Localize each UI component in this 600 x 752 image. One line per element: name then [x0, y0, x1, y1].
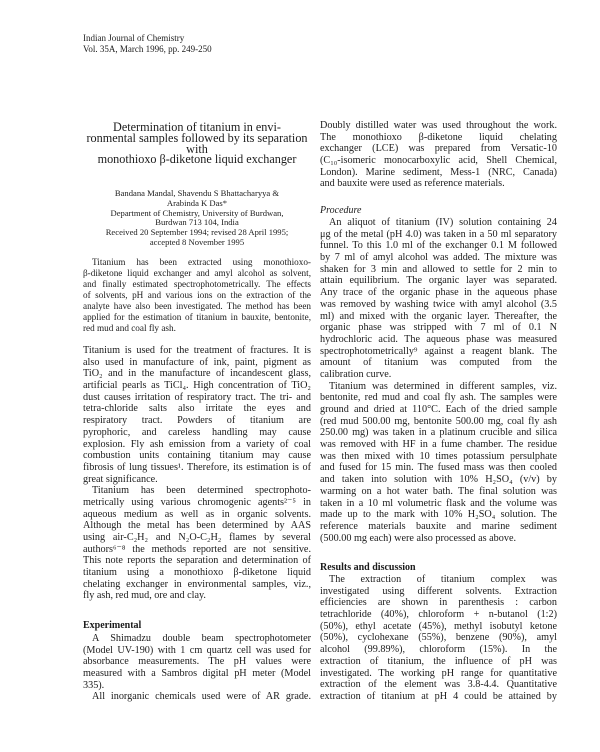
- text-line: ground and dried at 110°C. Each of the dried sample: [320, 404, 557, 415]
- text-line: chelating exchanger in environmental samples, viz.,: [83, 578, 311, 590]
- journal-issue: Vol. 35A, March 1996, pp. 249-250: [83, 43, 212, 54]
- text-line: pyrophoric, and careless handling may cause: [83, 426, 311, 438]
- text-line: μg of the metal (pH 4.0) was taken in a 50 ml separatory: [320, 228, 557, 240]
- abstract-line: red mud and coal fly ash.: [83, 323, 176, 333]
- text-line: tetrachloride (40%), chloroform + n-butanol (1:2): [320, 609, 557, 621]
- text-line: 335).: [83, 679, 105, 691]
- text-line: measured with a Sambros digital pH meter (Model: [83, 668, 311, 680]
- text-line: The extraction of titanium complex was: [329, 574, 557, 585]
- text-line: explosion. Fly ash emission from a variety of coal: [83, 438, 311, 450]
- text-line: was removed with HF in a fume chamber. The residue: [320, 439, 557, 451]
- text-line: London). Marine sediment, Mess-1 (NRC, Canada): [320, 166, 557, 178]
- text-line: (C₁₀-isomeric monocarboxylic acid, Shell Chemical,: [320, 155, 557, 167]
- text-line: and taken into solution with 10% H₂SO₄ (v/v) by: [320, 474, 557, 486]
- results-text: [320, 574, 557, 703]
- text-line: investigated using different solvents. Extraction: [320, 585, 557, 597]
- article-title: [83, 122, 311, 165]
- text-line: taken in a 10 ml volumetric flask and the volume was: [320, 497, 557, 509]
- text-line: authors⁶⁻⁸ the methods reported are not sensitive.: [83, 543, 311, 555]
- text-line: Doubly distilled water was used throughout the work.: [320, 120, 557, 131]
- author-line: Received 20 September 1994; revised 28 April 1995;: [105, 227, 289, 238]
- text-line: (red mud 500.00 mg, bentonite 500.00 mg, coal fly ash: [320, 415, 557, 427]
- paragraph: [83, 633, 311, 691]
- text-line: The monothioxo β-diketone liquid chelating: [320, 131, 557, 143]
- text-line: metrically using various chromogenic agents²⁻⁵ in: [83, 496, 311, 508]
- abstract: [83, 257, 311, 334]
- text-line: reference materials bauxite and marine sediment: [320, 520, 557, 532]
- paragraph: [83, 485, 311, 602]
- text-line: and bauxite were used as reference materials.: [320, 178, 505, 190]
- author-line: Bandana Mandal, Shavendu S Bhattacharyya &: [114, 188, 280, 198]
- title-line: ronmental samples followed by its separation: [86, 130, 308, 145]
- text-line: warming on a hot water bath. The final solution was: [320, 485, 557, 497]
- text-line: exchanger (LCE) was prepared from Versatic-10: [320, 143, 557, 155]
- author-line: Department of Chemistry, University of Burdwan,: [110, 207, 284, 218]
- text-line: extraction of titanium at pH 4 could be attained by: [320, 690, 557, 702]
- paragraph: [320, 574, 557, 703]
- text-line: 250.00 mg) was taken in a platinum crucible and silica: [320, 427, 557, 439]
- text-line: spectrophotometrically⁹ against a reagent blank. The: [320, 345, 557, 357]
- text-line: An aliquot of titanium (IV) solution containing 24: [329, 217, 557, 228]
- paragraph: [83, 345, 311, 485]
- text-line: A Shimadzu double beam spectrophotometer: [92, 633, 311, 644]
- abstract-line: applied for the estimation of titanium in bauxite, bentonite,: [83, 312, 311, 322]
- text-line: Titanium has been determined spectrophoto-: [92, 485, 311, 497]
- section-heading-experimental: Experimental: [83, 620, 142, 631]
- author-line: accepted 8 November 1995: [149, 236, 245, 247]
- text-line: using air-C₂H₂ and N₂O-C₂H₂ flames by several: [83, 532, 311, 543]
- text-line: Titanium was determined in different samples, viz.: [329, 380, 557, 392]
- text-line: efficiencies are shown in parenthesis : carbon: [320, 597, 557, 609]
- text-line: respiratory tract. Powders of titanium are: [83, 415, 311, 427]
- abstract-line: analyte have also been investigated. The method has been: [83, 301, 311, 311]
- paragraph: [320, 120, 557, 190]
- abstract-line: Titanium has been extracted using monothioxo-: [92, 257, 311, 267]
- journal-name: Indian Journal of Chemistry: [83, 33, 185, 43]
- text-line: absorbance measurements. The pH values were: [83, 656, 311, 668]
- author-line: Arabinda K Das*: [166, 197, 228, 208]
- abstract-line: and finally estimated spectrophotometrically. The effects: [83, 279, 311, 289]
- text-line: shaken for 3 min and allowed to settle for 2 min to: [320, 263, 557, 275]
- text-line: funnel. To this 1.0 ml of the exchanger 0.1 M followed: [320, 240, 557, 252]
- abstract-line: of solvents, pH and various ions on the extraction of the: [83, 290, 311, 300]
- experimental-text-continued: [320, 120, 557, 190]
- title-line: with: [186, 141, 208, 156]
- paragraph: [320, 217, 557, 381]
- text-line: great significance.: [83, 473, 158, 485]
- text-line: ml) and mixed with the organic layer. Thereafter, the: [320, 310, 557, 322]
- author-line: Burdwan 713 104, India: [155, 217, 239, 228]
- text-line: hydrochloric acid. The aqueous phase was measured: [320, 333, 557, 345]
- text-line: artificial pearls as TiCl₄. High concentration of TiO₂: [83, 380, 311, 392]
- abstract-line: β-diketone liquid exchanger and amyl alcohol as solvent,: [83, 268, 311, 278]
- text-line: was then mixed with 10 times potassium persulphate: [320, 450, 557, 462]
- text-line: Any trace of the organic phase in the aqueous phase: [320, 287, 557, 299]
- title-line: monothioxo β-diketone liquid exchanger: [97, 152, 297, 167]
- text-line: TiO₂ and in the manufacture of incandescent glass,: [83, 368, 311, 380]
- experimental-text: [83, 633, 311, 703]
- text-line: All inorganic chemicals used were of AR grade.: [92, 691, 311, 703]
- paragraph: [320, 381, 557, 545]
- section-heading-procedure: Procedure: [320, 205, 362, 216]
- text-line: organic phase was stripped with 7 ml of 0.1 N: [320, 322, 557, 334]
- text-line: (500.00 mg each) were also processed as above.: [320, 532, 517, 544]
- text-line: (50%), ethyl acetate (45%), methyl isobutyl ketone: [320, 620, 557, 632]
- author-block: [83, 189, 311, 248]
- text-line: alcohol (99.89%), chloroform (15%). In the: [320, 644, 557, 656]
- text-line: fibrosis of lung tissues¹. Therefore, its estimation is of: [83, 461, 311, 473]
- text-line: amount of titanium was computed from the: [320, 357, 557, 369]
- section-heading-results: Results and discussion: [320, 562, 416, 573]
- text-line: also used in manufacture of ink, paint, pigment as: [83, 356, 311, 368]
- text-line: dust causes irritation of respiratory tract. The tri- and: [83, 391, 311, 403]
- text-line: attain equilibrium. The organic layer was separated.: [320, 275, 557, 287]
- introduction: [83, 345, 311, 602]
- text-line: titanium using a monothioxo β-diketone liquid: [83, 567, 311, 579]
- text-line: by 7 ml of amyl alcohol was added. The mixture was: [320, 252, 557, 264]
- journal-header: [83, 33, 311, 54]
- text-line: aqueous medium as well as in organic solvents.: [83, 508, 311, 520]
- text-line: was removed by washing twice with amyl alcohol (3.5: [320, 298, 557, 310]
- text-line: (Model UV-190) with 1 cm quartz cell was used for: [83, 644, 311, 656]
- text-line: Although the metal has been determined by AAS: [83, 520, 311, 532]
- text-line: tetra-chloride salts also irritate the eyes and: [83, 403, 311, 415]
- text-line: and fused for 15 min. The fused mass was then cooled: [320, 462, 557, 474]
- text-line: This note reports the separation and determination of: [83, 555, 311, 567]
- text-line: extraction of titanium, the influence of pH was: [320, 655, 557, 667]
- text-line: Titanium is used for the treatment of fractures. It is: [83, 345, 311, 356]
- text-line: extraction of the element was 3.8-4.4. Quantitative: [320, 679, 557, 691]
- procedure-text: [320, 217, 557, 544]
- text-line: bentonite, red mud and coal fly ash. The samples were: [320, 392, 557, 404]
- paragraph: [83, 691, 311, 703]
- text-line: combustion units containing titanium may cause: [83, 450, 311, 462]
- text-line: (50%), cyclohexane (55%), benzene (90%), amyl: [320, 632, 557, 644]
- text-line: fly ash, red mud, ore and clay.: [83, 590, 206, 602]
- text-line: made up to the mark with 10% H₂SO₄ solution. The: [320, 509, 557, 521]
- title-line: Determination of titanium in envi-: [113, 120, 281, 134]
- text-line: calibration curve.: [320, 368, 392, 380]
- text-line: investigated. The working pH range for quantitative: [320, 667, 557, 679]
